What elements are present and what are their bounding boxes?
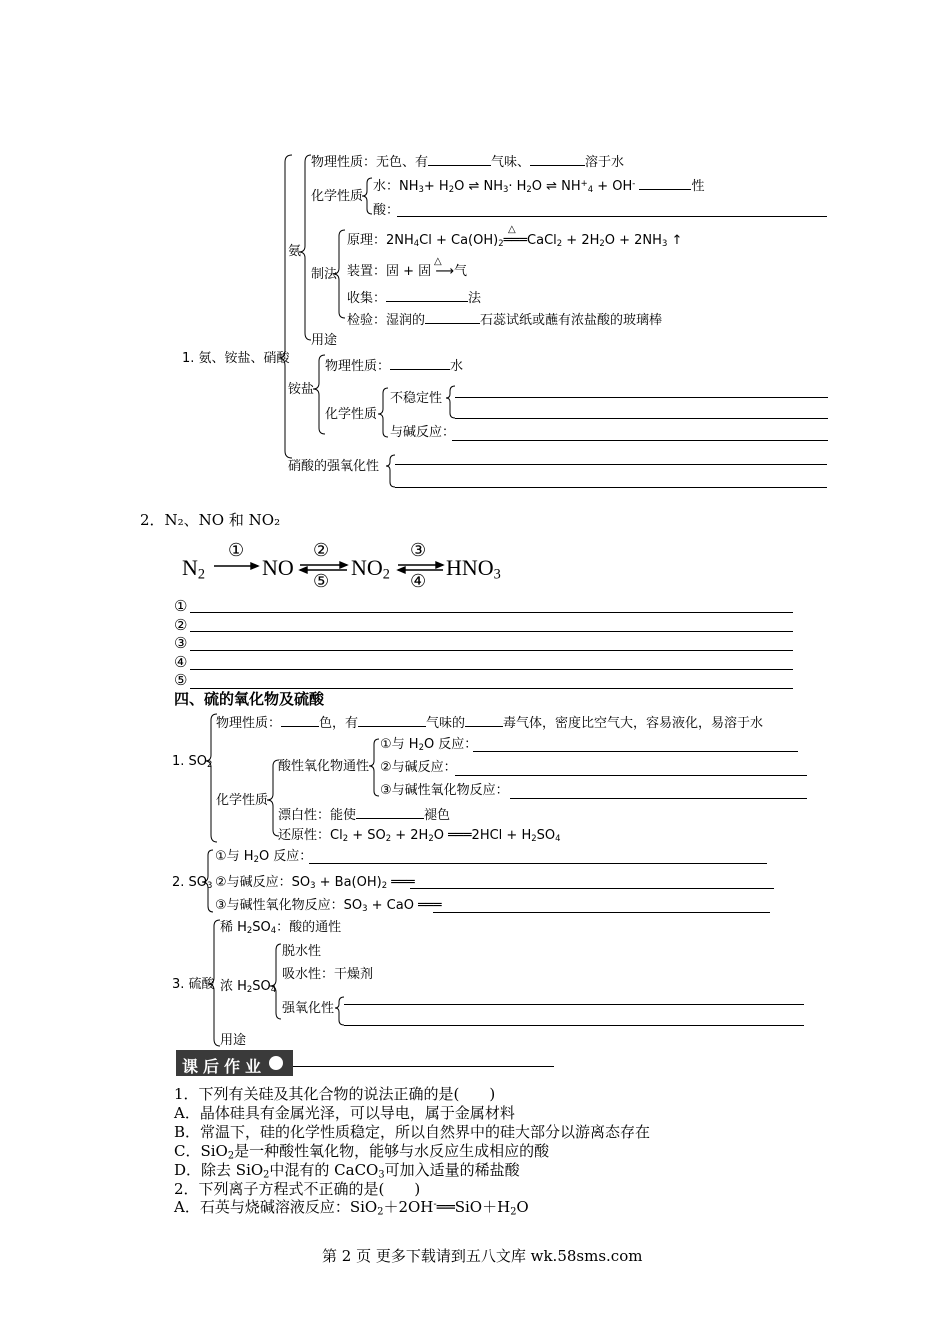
blank-label-3: ③ <box>174 634 188 652</box>
concentrated-h2so4: 浓 $H_2SO_4$ <box>220 979 277 995</box>
h2so4-root-label: 3. 硫酸 <box>172 977 215 992</box>
so2-reducing: 还原性：$Cl_2 + SO_2 + 2H_2O$ ═══2HCl + $H_2SO_4$ <box>278 828 561 844</box>
answer-line-2 <box>190 631 793 632</box>
so3-basic-oxide-reaction: ③与碱性氧化物反应：$SO_3$ + CaO ═══ <box>215 898 442 914</box>
so2-alkali-reaction: ②与碱反应： <box>380 760 457 775</box>
answer-line-4 <box>190 669 793 670</box>
so2-chem-label: 化学性质 <box>216 793 269 808</box>
species-n2: $N_2$ <box>182 555 206 583</box>
salt-alkali-label: 与碱反应： <box>390 425 456 440</box>
step-1-marker: ① <box>228 540 245 561</box>
ammonia-chem-label: 化学性质 <box>311 189 364 204</box>
so2-water-blank <box>473 751 798 752</box>
step-5-marker: ⑤ <box>313 571 330 592</box>
so3-water-reaction: ①与 $H_2O$ 反应： <box>215 849 313 865</box>
species-no: NO <box>262 555 294 580</box>
salt-physical: 物理性质： 水 <box>325 359 464 374</box>
so2-basic-oxide-reaction: ③与碱性氧化物反应： <box>380 783 509 798</box>
blank-label-4: ④ <box>174 653 188 671</box>
homework-banner-label: 课后作业 <box>182 1057 267 1076</box>
homework-banner <box>176 1050 293 1076</box>
so2-physical: 物理性质： 色，有 气味的 毒气体，密度比空气大，容易液化，易溶于水 <box>216 716 764 731</box>
step-2-marker: ② <box>313 540 330 561</box>
acid-oxide-label: 酸性氧化物通性 <box>278 759 370 774</box>
heat-symbol-1: △ <box>508 224 516 235</box>
heat-symbol-2: △ <box>434 256 442 267</box>
ammonia-physical: 物理性质：无色、有 气味、 溶于水 <box>311 155 625 170</box>
ammonia-principle: 原理：$2NH_4Cl$ + $Ca(OH)_2═══CaCl_2 + 2H_2O + 2NH_3$ ↑ <box>347 233 683 249</box>
ammonia-test: 检验：湿润的 石蕊试纸或蘸有浓盐酸的玻璃棒 <box>347 313 663 328</box>
banner-rule <box>293 1066 554 1067</box>
step-3-marker: ③ <box>410 540 427 561</box>
so3-alkali-reaction: ②与碱反应：$SO_3 + Ba(OH)_2$ ═══ <box>215 875 415 891</box>
ammonia-label: 氨 <box>288 244 302 259</box>
blank-label-5: ⑤ <box>174 671 188 689</box>
so2-alkali-blank <box>455 775 807 776</box>
n2-section-heading: 2．N₂、NO 和 NO₂ <box>140 511 281 529</box>
ammonia-water-reaction: 水：$NH_3+ H_2O$ ⇌ $NH_3\cdot H_2O$ ⇌ $NH^+_4 + OH^-$ 性 <box>373 177 705 195</box>
species-hno3: $HNO_3$ <box>446 555 501 583</box>
ammonia-prep-label: 制法 <box>311 267 338 282</box>
so2-bleach: 漂白性：能使 褪色 <box>278 808 451 823</box>
q2-option-a: A．石英与烧碱溶液反应：$SiO_2+2OH^-══SiO+H_2O$ <box>174 1198 529 1218</box>
h2so4-use: 用途 <box>220 1033 247 1048</box>
q1-option-b: B．常温下，硅的化学性质稳定，所以自然界中的硅大部分以游离态存在 <box>174 1123 651 1141</box>
answer-line-5 <box>190 688 793 689</box>
q1-option-c: C．SiO$_2$是一种酸性氧化物，能够与水反应生成相应的酸 <box>174 1142 550 1162</box>
absorption-label: 吸水性：干燥剂 <box>282 967 374 982</box>
oxidizing-blank-1 <box>344 1004 804 1005</box>
so3-water-blank <box>309 863 767 864</box>
ammonia-use: 用途 <box>311 333 338 348</box>
q1-option-a: A．晶体硅具有金属光泽，可以导电，属于金属材料 <box>174 1104 515 1122</box>
species-no2: $NO_2$ <box>351 555 390 583</box>
oxidizing-label: 强氧化性 <box>282 1001 335 1016</box>
answer-line-1 <box>190 612 793 613</box>
so3-alkali-blank <box>410 888 774 889</box>
so2-water-reaction: ①与 $H_2O$ 反应： <box>380 737 478 753</box>
blank-label-1: ① <box>174 597 188 615</box>
dehydration-label: 脱水性 <box>282 944 322 959</box>
question-1: 1．下列有关硅及其化合物的说法正确的是( ) <box>174 1085 496 1103</box>
ammonia-collect: 收集： 法 <box>347 291 482 306</box>
instability-label: 不稳定性 <box>390 391 443 406</box>
blank-label-2: ② <box>174 616 188 634</box>
so3-root-label: 2. $SO_3$ <box>172 875 213 891</box>
oxidizing-blank-2 <box>344 1025 804 1026</box>
page-footer: 第 2 页 更多下载请到五八文库 wk.58sms.com <box>322 1247 643 1265</box>
step-4-marker: ④ <box>410 571 427 592</box>
so2-basic-oxide-blank <box>510 798 807 799</box>
salt-chem-label: 化学性质 <box>325 407 378 422</box>
dilute-h2so4: 稀 $H_2SO_4$：酸的通性 <box>220 920 342 936</box>
bullet-icon <box>269 1056 283 1070</box>
so2-root-label: 1. $SO_2$ <box>172 754 213 770</box>
arrow-icon: ⟶ <box>435 264 454 279</box>
sulfur-section-heading: 四、硫的氧化物及硫酸 <box>174 690 325 708</box>
ammonia-root-label: 1. 氨、铵盐、硝酸 <box>182 351 290 366</box>
nitric-acid-label: 硝酸的强氧化性 <box>288 459 380 474</box>
q1-option-d: D．除去 SiO$_2$中混有的 CaCO$_3$可加入适量的稀盐酸 <box>174 1161 520 1181</box>
ammonia-apparatus: 装置：固 + 固 ⟶气 <box>347 264 467 279</box>
answer-line-3 <box>190 650 793 651</box>
ammonium-salt-label: 铵盐 <box>288 382 315 397</box>
ammonia-acid-reaction: 酸： <box>373 203 400 218</box>
so3-basic-oxide-blank <box>433 912 770 913</box>
question-2: 2．下列离子方程式不正确的是( ) <box>174 1180 421 1198</box>
